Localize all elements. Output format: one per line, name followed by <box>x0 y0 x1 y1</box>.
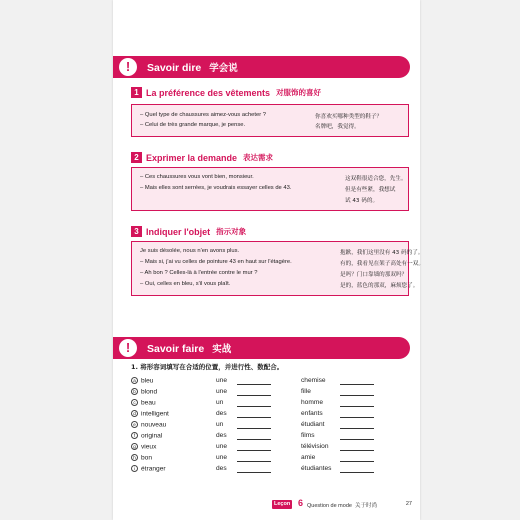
item-letter: i <box>131 465 138 472</box>
exercise-row <box>131 432 416 443</box>
exercise-row <box>131 410 416 421</box>
dialogue-fr: – Mais si, j'ai vu celles de pointure 43 en haut sur l'étagère. <box>140 259 292 265</box>
adjective-text: bleu <box>141 377 154 385</box>
dialogue-fr: Je suis désolée, nous n'en avons plus. <box>140 248 240 254</box>
item-letter: c <box>131 399 138 406</box>
answer-blank[interactable] <box>340 450 374 451</box>
answer-blank[interactable] <box>237 395 271 396</box>
dialogue-fr: – Mais elles sont serrées, je voudrais essayer celles de 43. <box>140 185 292 191</box>
dialogue-line <box>140 196 404 206</box>
exercise-adjective <box>131 454 152 461</box>
answer-blank[interactable] <box>340 439 374 440</box>
exercise-article: une <box>216 377 228 384</box>
answer-blank[interactable] <box>340 428 374 429</box>
adjective-text: nouveau <box>141 421 167 429</box>
exercise-instruction: 1. 将形容词填写在合适的位置，并进行性、数配合。 <box>131 363 284 371</box>
exercise-row <box>131 388 416 399</box>
adjective-text: étranger <box>141 465 166 473</box>
dialogue-cn: 试 43 码的。 <box>345 198 379 204</box>
exercise-noun: enfants <box>301 410 323 417</box>
exercise-noun: fille <box>301 388 311 395</box>
exercise-article: des <box>216 410 227 417</box>
section-title-cn: 指示对象 <box>216 227 247 237</box>
item-letter: e <box>131 421 138 428</box>
section-title: La préférence des vêtements <box>146 87 271 98</box>
section-number: 3 <box>131 226 142 237</box>
dialogue-cn: 抱歉，我们这里没有 43 码的了。 <box>340 250 424 256</box>
dialogue-cn: 你喜欢买哪种类型的鞋子？ <box>315 114 383 120</box>
section-number: 1 <box>131 87 142 98</box>
dialogue-box-2 <box>131 167 409 211</box>
answer-blank[interactable] <box>237 439 271 440</box>
dialogue-fr: – Ah bon ? Celles-là à l'entrée contre le mur ? <box>140 270 258 276</box>
section-heading-2 <box>131 149 273 161</box>
adjective-text: vieux <box>141 443 157 451</box>
dialogue-line <box>140 122 404 132</box>
dialogue-fr: – Celui de très grande marque, je pense. <box>140 122 246 128</box>
section-heading-3 <box>131 223 246 235</box>
dialogue-cn: 有的，我看见在架子高处有一双。 <box>340 261 424 267</box>
page-number: 27 <box>405 501 412 507</box>
exercise-article: un <box>216 399 224 406</box>
answer-blank[interactable] <box>237 450 271 451</box>
answer-blank[interactable] <box>340 384 374 385</box>
section-heading-1 <box>131 84 321 96</box>
footer-title <box>307 501 377 509</box>
banner-title <box>147 341 231 355</box>
banner-title-fr: Savoir dire <box>147 62 202 74</box>
dialogue-line <box>140 281 419 291</box>
banner-title-cn: 实战 <box>212 344 232 355</box>
exercise-noun: chemise <box>301 377 326 384</box>
section-title: Exprimer la demande <box>146 152 238 163</box>
section-number: 2 <box>131 152 142 163</box>
dialogue-line <box>140 174 407 184</box>
answer-blank[interactable] <box>340 461 374 462</box>
exercise-article: une <box>216 388 228 395</box>
exercise-article: une <box>216 443 228 450</box>
dialogue-fr: – Quel type de chaussures aimez-vous acheter ? <box>140 112 266 118</box>
exercise-adjective <box>131 432 162 439</box>
savoir-dire-banner <box>113 56 410 78</box>
answer-blank[interactable] <box>237 406 271 407</box>
answer-blank[interactable] <box>237 461 271 462</box>
footer-title-cn: 关于时尚 <box>354 503 377 509</box>
page-footer <box>272 500 412 510</box>
exercise-article: une <box>216 454 228 461</box>
exercise-row <box>131 399 416 410</box>
dialogue-cn: 但是有些紧，我想试 <box>345 187 396 193</box>
dialogue-fr: – Ces chaussures vous vont bien, monsieur. <box>140 174 254 180</box>
banner-title <box>147 60 238 74</box>
dialogue-line <box>140 248 424 258</box>
adjective-text: blond <box>141 388 158 396</box>
answer-blank[interactable] <box>237 472 271 473</box>
textbook-page <box>113 0 424 520</box>
exercise-noun: homme <box>301 399 323 406</box>
item-letter: f <box>131 432 138 439</box>
adjective-text: intelligent <box>141 410 169 418</box>
banner-title-cn: 学会说 <box>209 63 238 74</box>
item-letter: d <box>131 410 138 417</box>
exercise-adjective <box>131 377 153 384</box>
item-letter: a <box>131 377 138 384</box>
dialogue-box-1 <box>131 104 409 137</box>
answer-blank[interactable] <box>340 395 374 396</box>
savoir-faire-banner <box>113 337 410 359</box>
exercise-row <box>131 421 416 432</box>
answer-blank[interactable] <box>237 428 271 429</box>
adjective-text: original <box>141 432 163 440</box>
section-title: Indiquer l'objet <box>146 226 211 237</box>
section-title-cn: 对服饰的喜好 <box>276 88 322 98</box>
answer-blank[interactable] <box>340 472 374 473</box>
item-letter: g <box>131 443 138 450</box>
lecon-number: 6 <box>298 498 304 508</box>
section-title-cn: 表达需求 <box>243 153 274 163</box>
exercise-row <box>131 443 416 454</box>
exercise-noun: films <box>301 432 315 439</box>
exercise-row <box>131 465 416 476</box>
dialogue-box-3 <box>131 241 424 296</box>
dialogue-line <box>140 270 408 280</box>
exclamation-icon: ! <box>119 339 137 357</box>
exercise-adjective <box>131 410 169 417</box>
banner-title-fr: Savoir faire <box>147 343 205 355</box>
exercise-noun: télévision <box>301 443 329 450</box>
dialogue-cn: 名牌吧，我觉得。 <box>315 124 360 130</box>
dialogue-cn: 是吗？门口靠墙的那双吗？ <box>340 272 408 278</box>
adjective-text: bon <box>141 454 153 462</box>
exercise-article: des <box>216 432 227 439</box>
dialogue-cn: 是的，蓝色的那双，麻烦您了。 <box>340 283 419 289</box>
exercise-adjective <box>131 388 157 395</box>
exercise-noun: étudiantes <box>301 465 332 472</box>
exercise-article: un <box>216 421 224 428</box>
exercise-adjective <box>131 443 156 450</box>
exercise-row <box>131 377 416 388</box>
adjective-text: beau <box>141 399 156 407</box>
lecon-badge: Leçon <box>274 501 291 507</box>
dialogue-fr: – Oui, celles en bleu, s'il vous plaît. <box>140 281 231 287</box>
exercise-adjective <box>131 465 166 472</box>
exercise-adjective <box>131 399 156 406</box>
exercise-noun: amie <box>301 454 316 461</box>
item-letter: h <box>131 454 138 461</box>
dialogue-line <box>140 185 404 195</box>
dialogue-cn: 这双鞋很适合您，先生。 <box>345 176 407 182</box>
answer-blank[interactable] <box>237 384 271 385</box>
answer-blank[interactable] <box>237 417 271 418</box>
dialogue-line <box>140 259 424 269</box>
exercise-adjective <box>131 421 166 428</box>
dialogue-line <box>140 112 404 122</box>
exclamation-icon: ! <box>119 58 137 76</box>
exercise-article: des <box>216 465 227 472</box>
answer-blank[interactable] <box>340 417 374 418</box>
exercise-noun: étudiant <box>301 421 325 428</box>
exercise-row <box>131 454 416 465</box>
footer-title-fr: Question de mode <box>307 503 352 509</box>
item-letter: b <box>131 388 138 395</box>
answer-blank[interactable] <box>340 406 374 407</box>
